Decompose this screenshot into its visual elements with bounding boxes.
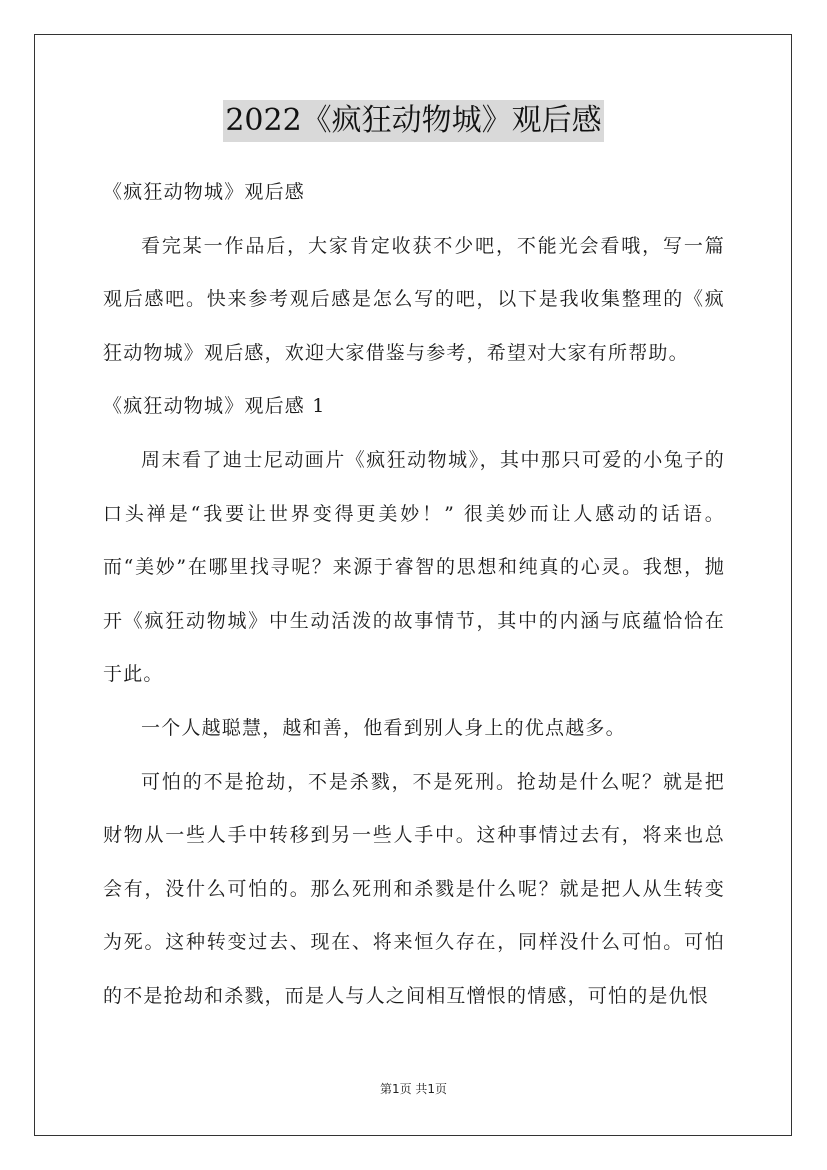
page-footer: 第1页 共1页 [379, 1082, 448, 1096]
document-title: 2022《疯狂动物城》观后感 [223, 100, 603, 142]
paragraph: 周末看了迪士尼动画片《疯狂动物城》，其中那只可爱的小兔子的口头禅是“我要让世界变得更美妙！” 很美妙而让人感动的话语。而“美妙”在哪里找寻呢？来源于睿智的思想和纯真的心灵。我想，抛开《疯狂动物城》中生动活泼的故事情节，其中的内涵与底蕴恰恰在于此。 [103, 448, 725, 686]
paragraph: 《疯狂动物城》观后感 1 [103, 395, 326, 418]
title-container [0, 100, 827, 142]
document-body [103, 166, 725, 1024]
paragraph: 可怕的不是抢劫，不是杀戮，不是死刑。抢劫是什么呢？就是把财物从一些人手中转移到另一些人手中。这种事情过去有，将来也总会有，没什么可怕的。那么死刑和杀戮是什么呢？就是把人从生转变为死。这种转变过去、现在、将来恒久存在，同样没什么可怕。可怕的不是抢劫和杀戮，而是人与人之间相互憎恨的情感，可怕的是仇恨 [103, 770, 725, 1007]
paragraph: 一个人越聪慧，越和善，他看到别人身上的优点越多。 [141, 716, 626, 739]
paragraph: 看完某一作品后，大家肯定收获不少吧，不能光会看哦，写一篇观后感吧。快来参考观后感是怎么写的吧，以下是我收集整理的《疯狂动物城》观后感，欢迎大家借鉴与参考，希望对大家有所帮助。 [103, 234, 725, 364]
paragraph: 《疯狂动物城》观后感 [103, 181, 306, 203]
